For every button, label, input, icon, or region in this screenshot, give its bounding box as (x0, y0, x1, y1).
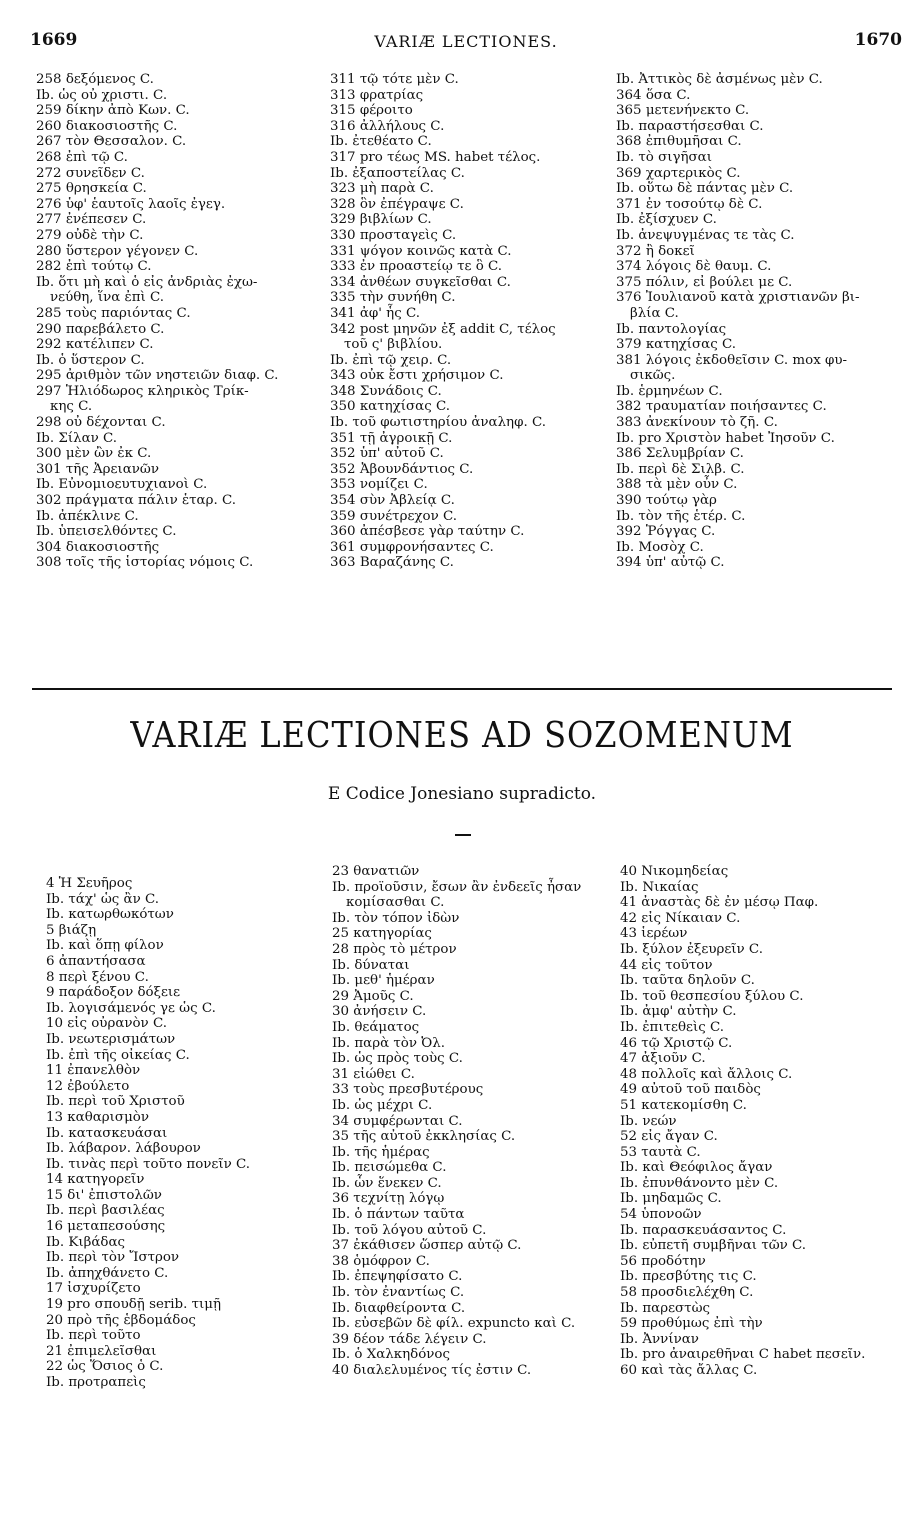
section-title: VARIÆ LECTIONES AD SOZOMENUM (130, 714, 794, 756)
page-number-left: 1669 (30, 30, 78, 50)
entry-line: Ib. ἑρμηνέων C. (616, 383, 723, 399)
entry-line: Ib. ἀμφ' αὐτὴν C. (620, 1004, 737, 1020)
entry-line: Ib. ἐπυνθάνοντο μὲν C. (620, 1175, 779, 1191)
entry-line: σικῶς. (630, 368, 676, 384)
entry-line: Ib. ἐτεθέατο C. (330, 134, 432, 150)
entry-line: Ib. pro ἀναιρεθῆναι C habet πεσεῖν. (620, 1347, 866, 1363)
entry-line: 371 ἐν τοσούτῳ δὲ C. (616, 196, 763, 212)
entry-line: Ib. περὶ τοῦτο (46, 1328, 141, 1344)
entry-line: Ib. ὁ Χαλκηδόνος (332, 1347, 450, 1363)
entry-line: 43 ἱερέων (620, 926, 688, 942)
entry-line: 34 συμφέρωνται C. (332, 1113, 463, 1129)
entry-line: Ib. τοῦ θεσπεσίου ξύλου C. (620, 988, 804, 1004)
entry-line: Ib. πεισώμεθα C. (332, 1160, 447, 1176)
entry-line: 335 τὴν συνήθη C. (330, 290, 456, 306)
entry-line: 298 οὐ δέχονται C. (36, 415, 166, 431)
entry-line: 382 τραυματίαν ποιήσαντες C. (616, 399, 827, 415)
entry-line: Ib. δύναται (332, 957, 410, 973)
entry-line: 383 ἀνεκίνουν τὸ ζῆ. C. (616, 415, 778, 431)
entry-line: 46 τῷ Χριστῷ C. (620, 1035, 733, 1051)
entry-line: Ib. πρεσβύτης τις C. (620, 1269, 757, 1285)
entry-line: Ib. μεθ' ἡμέραν (332, 973, 435, 989)
entry-line: 331 ψόγον κοινῶς κατὰ C. (330, 243, 512, 259)
entry-line: Ib. περὶ δὲ Σιλβ. C. (616, 461, 745, 477)
entry-line: 295 ἀριθμὸν τῶν νηστειῶν διαφ. C. (36, 368, 279, 384)
entry-line: 258 δεξόμενος C. (36, 72, 154, 87)
entry-line: 369 χαρτερικὸς C. (616, 165, 741, 181)
entry-line: Ib. ὡς πρὸς τοὺς C. (332, 1051, 463, 1067)
entry-line: 260 διακοσιοστῆς C. (36, 118, 178, 134)
entry-line: 379 κατηχίσας C. (616, 337, 736, 353)
entry-line: Ib. ἐξαποστείλας C. (330, 165, 465, 181)
entry-line: 363 Βαραζάνης C. (330, 555, 454, 571)
entry-line: 16 μεταπεσούσης (46, 1219, 166, 1235)
entry-line: 13 καθαρισμὸν (46, 1109, 149, 1125)
entry-line: 38 ὁμόφρον C. (332, 1253, 430, 1269)
entry-line: 30 ἀνήσειν C. (332, 1004, 427, 1020)
entry-line: 352 Ἀβουνδάντιος C. (330, 461, 474, 477)
entry-line: 352 ὑπ' αὐτοῦ C. (330, 446, 444, 462)
entry-line: Ib. νεωτερισμάτων (46, 1031, 176, 1047)
entry-line: Ib. ἀπηχθάνετο C. (46, 1265, 169, 1281)
entry-line: Ib. θεάματος (332, 1019, 420, 1035)
entry-line: Ib. κατωρθωκότων (46, 907, 174, 923)
entry-line: 20 πρὸ τῆς ἑβδομάδος (46, 1312, 196, 1328)
entry-line: Ib. ὧν ἕνεκεν C. (332, 1175, 442, 1191)
entry-line: 365 μετενήνεκτο C. (616, 103, 750, 119)
entry-line: 350 κατηχίσας C. (330, 399, 450, 415)
entry-line: 31 εἰώθει C. (332, 1066, 415, 1082)
section-subtitle: E Codice Jonesiano supradicto. (327, 784, 597, 804)
entry-line: Ib. διαφθείροντα C. (332, 1300, 466, 1316)
entry-line: Ib. Σίλαν C. (36, 430, 118, 446)
entry-line: 360 ἀπέσβεσε γὰρ ταύτην C. (330, 524, 525, 540)
entry-line: νεύθη, ἵνα ἐπὶ C. (50, 290, 165, 306)
entry-line: 29 Ἀμοῦς C. (332, 988, 414, 1004)
entry-line: 25 κατηγορίας (332, 926, 432, 942)
entry-line: 282 ἐπὶ τούτῳ C. (36, 259, 152, 275)
entry-line: 11 ἐπανελθὸν (46, 1063, 141, 1079)
entry-line: τοῦ ς' βιβλίου. (344, 337, 443, 353)
entry-line: 359 συνέτρεχον C. (330, 508, 457, 524)
entry-line: 381 λόγοις ἐκδοθεῖσιν C. mox φυ- (616, 352, 848, 368)
entry-line: Ib. ὑπεισελθόντες C. (36, 524, 177, 540)
entry-line: 40 Νικομηδείας (620, 864, 729, 879)
entry-line: Ib. pro Χριστὸν habet Ἰησοῦν C. (616, 430, 835, 446)
entry-line: 36 τεχνίτῃ λόγῳ (332, 1191, 445, 1207)
entry-line: Ib. οὕτω δὲ πάντας μὲν C. (616, 181, 794, 197)
entry-line: 58 προσδιελέχθη C. (620, 1285, 754, 1301)
entry-line: Ib. παραστήσεσθαι C. (616, 118, 764, 134)
entry-line: Ib. ταῦτα δηλοῦν C. (620, 973, 755, 989)
entry-line: 6 ἀπαντήσασα (46, 953, 146, 969)
entry-line: Ib. τὸν τόπον ἰδὼν (332, 910, 460, 926)
entry-line: Ib. κατασκευάσαι (46, 1125, 168, 1141)
entry-line: 328 ὃν ἐπέγραψε C. (330, 196, 464, 212)
entry-line: 23 θανατιῶν (332, 864, 420, 879)
entry-line: Ib. νεών (620, 1113, 677, 1129)
section-divider-rule (32, 688, 892, 690)
entry-line: Ib. ὡς μέχρι C. (332, 1097, 433, 1113)
entry-line: Ib. τοῦ φωτιστηρίου ἀναληφ. C. (330, 415, 546, 431)
entry-line: 368 ἐπιθυμῆσαι C. (616, 134, 742, 150)
entry-line: 268 ἐπὶ τῷ C. (36, 149, 128, 165)
entry-line: 277 ἐνέπεσεν C. (36, 212, 147, 228)
entry-line: 329 βιβλίων C. (330, 212, 432, 228)
entry-line: Ib. Κιβάδας (46, 1234, 126, 1250)
entry-line: 313 φρατρίας (330, 87, 424, 103)
entry-line: 342 post μηνῶν ἐξ addit C, τέλος (330, 321, 556, 337)
entry-line: 59 προθύμως ἐπὶ τὴν (620, 1316, 763, 1332)
entry-line: 323 μὴ παρὰ C. (330, 181, 434, 197)
entry-line: Ib. ἐπὶ τῷ χειρ. C. (330, 352, 452, 368)
entry-line: Ib. Νικαίας (620, 879, 699, 895)
entry-line: 4 Ἡ Σευῆρος (46, 876, 133, 891)
entry-line: Ib. προτραπεὶς (46, 1375, 146, 1390)
entry-line: 47 ἀξιοῦν C. (620, 1051, 706, 1067)
bottom-column-3 (620, 864, 865, 1379)
entry-line: 388 τὰ μὲν οὖν C. (616, 477, 738, 493)
entry-line: 15 δι' ἐπιστολῶν (46, 1187, 162, 1203)
entry-line: 304 διακοσιοστῆς (36, 539, 160, 555)
entry-line: 343 οὐκ ἔστι χρήσιμον C. (330, 368, 504, 384)
entry-line: 275 θρησκεία C. (36, 181, 147, 197)
entry-line: Ib. ὡς οὐ χριστι. C. (36, 87, 168, 103)
entry-line: Ib. ὅτι μὴ καὶ ὁ εἰς ἀνδριὰς ἐχω- (36, 274, 258, 290)
entry-line: 364 ὅσα C. (616, 87, 691, 103)
entry-line: Ib. παρασκευάσαντος C. (620, 1222, 787, 1238)
entry-line: 42 εἰς Νίκαιαν C. (620, 910, 741, 926)
entry-line: Ib. τῆς ἡμέρας (332, 1144, 430, 1160)
entry-line: 9 παράδοξον δόξειε (46, 985, 181, 1001)
entry-line: Ib. τὸ σιγῆσαι (616, 149, 712, 165)
entry-line: 315 φέροιτο (330, 103, 413, 119)
entry-line: Ib. τοῦ λόγου αὐτοῦ C. (332, 1222, 487, 1238)
entry-line: 300 μὲν ὢν ἐκ C. (36, 446, 152, 462)
entry-line: 354 σὺν Ἀβλείᾳ C. (330, 493, 455, 509)
entry-line: 375 πόλιν, εἰ βούλει με C. (616, 274, 793, 290)
entry-line: 376 Ἰουλιανοῦ κατὰ χριστιανῶν βι- (616, 290, 860, 306)
entry-line: 297 Ἡλιόδωρος κληρικὸς Τρίκ- (36, 383, 249, 399)
entry-line: Ib. Ἀννίναν (620, 1331, 699, 1347)
entry-line: 386 Σελυμβρίαν C. (616, 446, 744, 462)
entry-line: 372 ἢ δοκεῖ (616, 243, 695, 259)
entry-line: Ib. ξύλον ἐξευρεῖν C. (620, 941, 763, 957)
entry-line: 22 ὡς Ὅσιος ὁ C. (46, 1359, 164, 1375)
entry-line: 316 ἀλλήλους C. (330, 118, 445, 134)
entry-line: Ib. ἐπὶ τῆς οἰκείας C. (46, 1047, 190, 1063)
entry-line: 48 πολλοῖς καὶ ἄλλοις C. (620, 1066, 793, 1082)
entry-line: 54 ὑπονοῶν (620, 1207, 702, 1223)
entry-line: 14 κατηγορεῖν (46, 1172, 145, 1188)
entry-line: 267 τὸν Θεσσαλον. C. (36, 134, 187, 150)
entry-line: Ib. τὸν τῆς ἑτέρ. C. (616, 508, 746, 524)
entry-line: Ib. Εὐνομιοευτυχιανοὶ C. (36, 477, 208, 493)
entry-line: Ib. λάβαρον. λάβουρον (46, 1141, 201, 1157)
entry-line: 341 ἀφ' ἧς C. (330, 305, 420, 321)
entry-line: Ib. ὁ ὕστερον C. (36, 352, 145, 368)
entry-line: Ib. παρὰ τὸν Ὀλ. (332, 1035, 445, 1051)
entry-line: Ib. περὶ τοῦ Χριστοῦ (46, 1094, 185, 1110)
entry-line: 12 ἐβούλετο (46, 1078, 130, 1094)
entry-line: 374 λόγοις δὲ θαυμ. C. (616, 259, 772, 275)
page-number-right: 1670 (854, 30, 902, 50)
entry-line: 361 συμφρονήσαντες C. (330, 539, 494, 555)
entry-line: 334 ἀνθέων συγκεῖσθαι C. (330, 274, 511, 290)
entry-line: 351 τῇ ἀγροικῇ C. (330, 430, 453, 446)
entry-line: 302 πράγματα πάλιν ἑταρ. C. (36, 493, 237, 509)
entry-line: Ib. ἐπιτεθεὶς C. (620, 1019, 724, 1035)
entry-line: Ib. ἐπεψηφίσατο C. (332, 1269, 463, 1285)
entry-line: Ib. παρεστὼς (620, 1300, 710, 1316)
entry-line: 35 τῆς αὐτοῦ ἐκκλησίας C. (332, 1129, 516, 1145)
entry-line: κομίσασθαι C. (346, 895, 445, 911)
entry-line: 276 ὑφ' ἑαυτοῖς λαοῖς ἐγεγ. (36, 196, 226, 212)
short-dash (455, 834, 471, 836)
entry-line: 311 τῷ τότε μὲν C. (330, 72, 459, 87)
entry-line: 333 ἐν προαστείῳ τε ὃ C. (330, 259, 503, 275)
entry-line: 8 περὶ ξένου C. (46, 969, 149, 985)
entry-line: 52 εἰς ἄγαν C. (620, 1129, 718, 1145)
entry-line: 330 προσταγεὶς C. (330, 227, 457, 243)
running-header (30, 30, 902, 60)
top-column-1 (36, 72, 278, 571)
entry-line: Ib. ἐξίσχυεν C. (616, 212, 717, 228)
entry-line: Ib. ἀνεψυγμένας τε τὰς C. (616, 227, 795, 243)
entry-line: Ib. εὐπετῆ συμβῆναι τῶν C. (620, 1238, 807, 1254)
running-title: VARIÆ LECTIONES. (374, 32, 558, 51)
entry-line: 56 προδότην (620, 1253, 706, 1269)
top-column-3 (616, 72, 860, 571)
entry-line: Ib. ὁ πάντων ταῦτα (332, 1207, 465, 1223)
entry-line: Ib. μηδαμῶς C. (620, 1191, 722, 1207)
entry-line: 19 pro σπουδῇ serib. τιμῇ (46, 1297, 222, 1313)
entry-line: 10 εἰς οὐρανὸν C. (46, 1016, 167, 1032)
entry-line: 40 διαλελυμένος τίς ἐστιν C. (332, 1363, 532, 1378)
entry-line: 60 καὶ τὰς ἄλλας C. (620, 1363, 758, 1378)
entry-line: Ib. καὶ ὅπῃ φίλον (46, 938, 164, 954)
entry-line: Ib. παντολογίας (616, 321, 727, 337)
entry-line: 280 ὕστερον γέγονεν C. (36, 243, 199, 259)
entry-line: 348 Συνάδοις C. (330, 383, 442, 399)
entry-line: 292 κατέλιπεν C. (36, 337, 154, 353)
entry-line: 53 ταυτὰ C. (620, 1144, 701, 1160)
entry-line: 392 Ῥόγγας C. (616, 524, 716, 540)
entry-line: Ib. προϊοῦσιν, ἔσων ἂν ἐνδεεῖς ἦσαν (332, 879, 582, 895)
entry-line: 5 βιάζῃ (46, 922, 97, 938)
entry-line: Ib. καὶ Θεόφιλος ἄγαν (620, 1160, 773, 1176)
entry-line: 21 ἐπιμελεῖσθαι (46, 1343, 157, 1359)
entry-line: Ib. Μοσὸχ C. (616, 539, 704, 555)
entry-line: κης C. (50, 399, 93, 415)
entry-line: Ib. τὸν ἐναντίως C. (332, 1285, 465, 1301)
entry-line: 285 τοὺς παριόντας C. (36, 305, 191, 321)
entry-line: 17 ἰσχυρίζετο (46, 1281, 141, 1297)
entry-line: Ib. περὶ βασιλέας (46, 1203, 165, 1219)
bottom-column-1 (46, 876, 250, 1391)
top-column-2 (330, 72, 556, 571)
entry-line: 279 οὐδὲ τὴν C. (36, 227, 144, 243)
entry-line: 290 παρεβάλετο C. (36, 321, 165, 337)
entry-line: 41 ἀναστὰς δὲ ἐν μέσῳ Παφ. (620, 895, 819, 911)
entry-line: 44 εἰς τοῦτον (620, 957, 713, 973)
entry-line: 317 pro τέως MS. habet τέλος. (330, 149, 541, 165)
entry-line: 51 κατεκομίσθη C. (620, 1097, 747, 1113)
entry-line: Ib. τινὰς περὶ τοῦτο πονεῖν C. (46, 1156, 251, 1172)
entry-line: 272 συνεῖδεν C. (36, 165, 145, 181)
bottom-column-2 (332, 864, 581, 1379)
entry-line: βλία C. (630, 305, 679, 321)
entry-line: 33 τοὺς πρεσβυτέρους (332, 1082, 484, 1098)
entry-line: 390 τούτῳ γὰρ (616, 493, 717, 509)
entry-line: 259 δίκην ἀπὸ Κων. C. (36, 103, 190, 119)
entry-line: Ib. Ἀττικὸς δὲ ἀσμένως μὲν C. (616, 72, 823, 87)
entry-line: 394 ὑπ' αὐτῷ C. (616, 555, 725, 571)
entry-line: Ib. περὶ τὸν Ἴστρον (46, 1250, 180, 1266)
entry-line: 39 δέον τάδε λέγειν C. (332, 1331, 487, 1347)
entry-line: 49 αὐτοῦ τοῦ παιδὸς (620, 1082, 761, 1098)
entry-line: 308 τοῖς τῆς ἱστορίας νόμοις C. (36, 555, 254, 571)
entry-line: Ib. ἀπέκλινε C. (36, 508, 139, 524)
entry-line: 37 ἐκάθισεν ὥσπερ αὐτῷ C. (332, 1238, 522, 1254)
entry-line: Ib. λογισάμενός γε ὡς C. (46, 1000, 216, 1016)
entry-line: 28 πρὸς τὸ μέτρον (332, 941, 457, 957)
entry-line: 301 τῆς Ἀρειανῶν (36, 461, 159, 477)
entry-line: 353 νομίζει C. (330, 477, 428, 493)
entry-line: Ib. τάχ' ὡς ἂν C. (46, 891, 160, 907)
entry-line: Ib. εὐσεβῶν δὲ φίλ. expuncto καὶ C. (332, 1316, 576, 1332)
